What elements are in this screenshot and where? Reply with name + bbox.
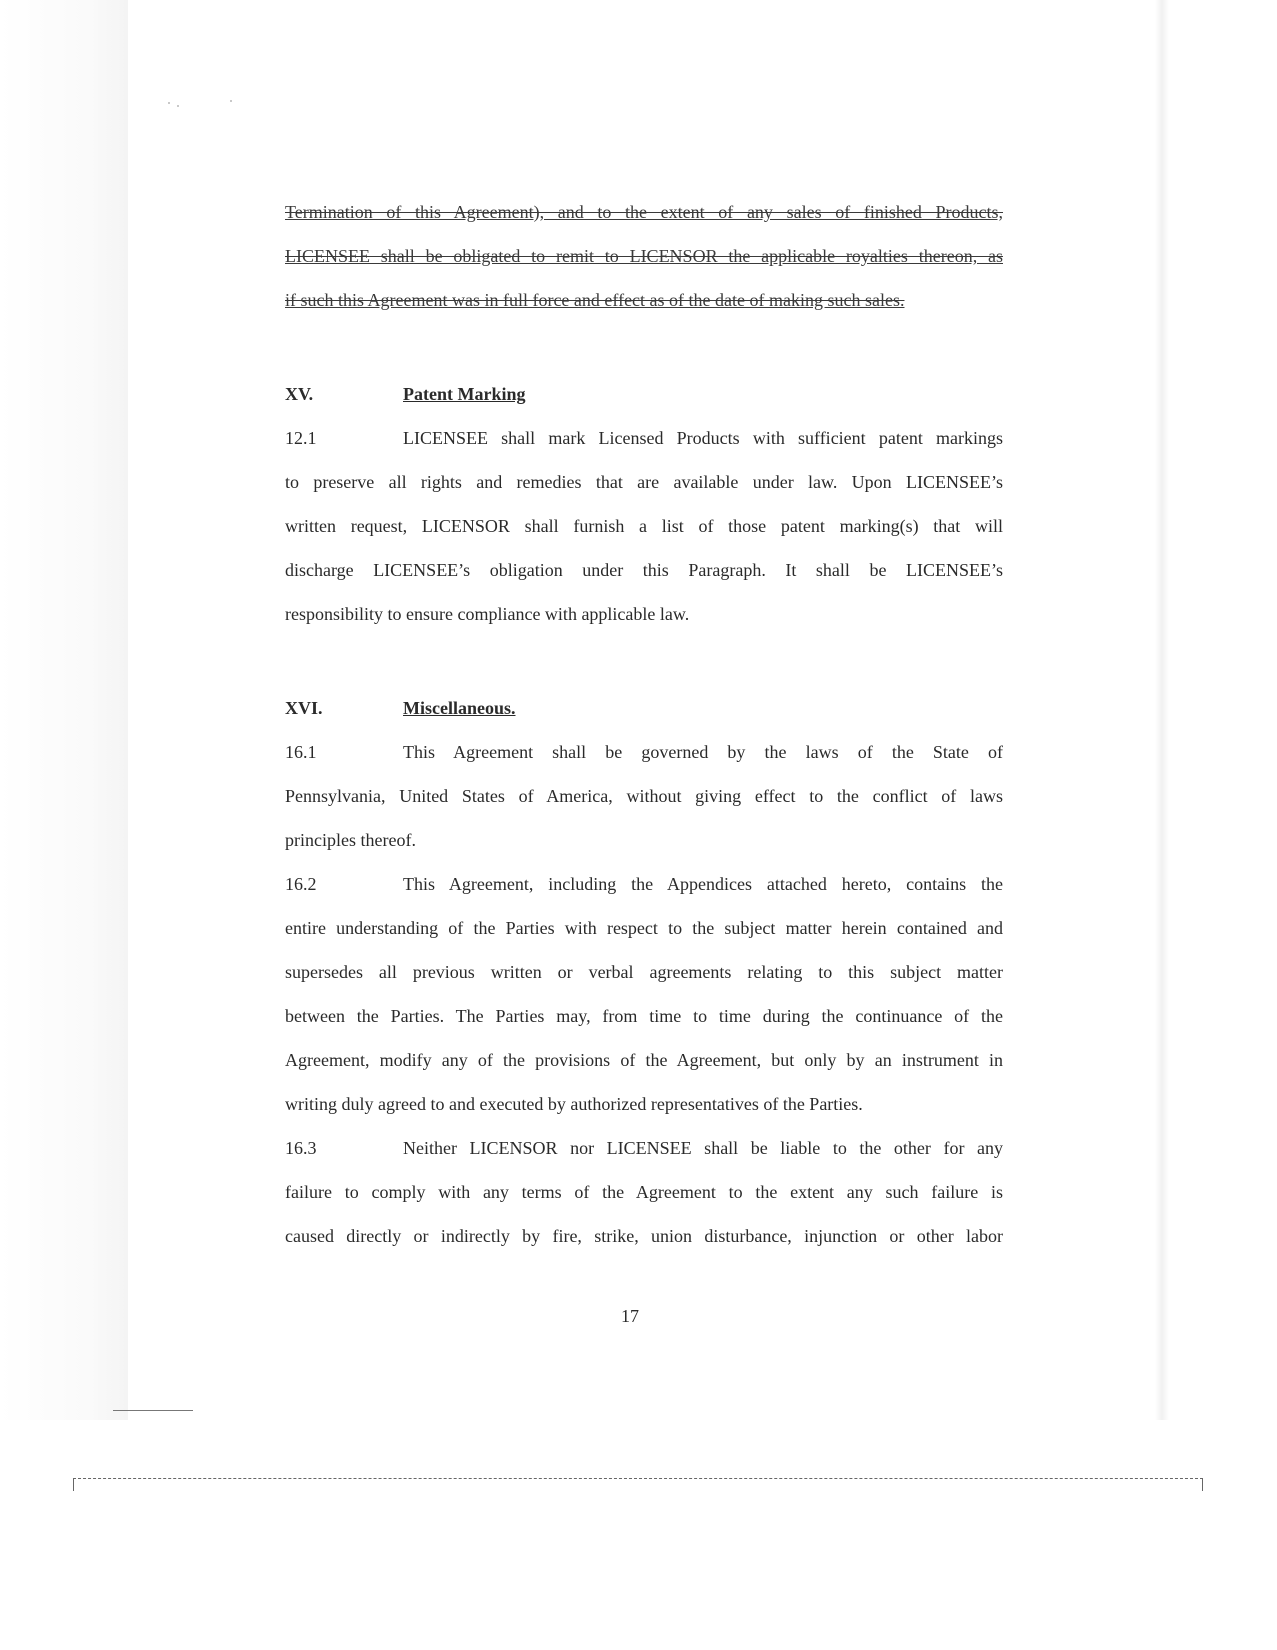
section-title: Patent Marking [403, 384, 526, 404]
struck-line: Termination of this Agreement), and to the extent of any sales of finished Products, [285, 202, 1003, 222]
clause-text-line: Agreement, modify any of the provisions of the Agreement, but only by an instrument in [285, 1050, 1003, 1070]
struck-line: LICENSEE shall be obligated to remit to LICENSOR the applicable royalties thereon, as [285, 246, 1003, 266]
clause-text-line: writing duly agreed to and executed by authorized representatives of the Parties. [285, 1094, 863, 1114]
bottom-rule [73, 1478, 1203, 1491]
clause-16-2 [285, 862, 1003, 1126]
clause-text-line: to preserve all rights and remedies that are available under law. Upon LICENSEE’s [285, 472, 1003, 492]
clause-number: 16.3 [285, 1138, 317, 1158]
clause-16-1 [285, 730, 1003, 862]
clause-text-line: supersedes all previous written or verbal agreements relating to this subject matter [285, 962, 1003, 982]
clause-text-line: discharge LICENSEE’s obligation under this Paragraph. It shall be LICENSEE’s [285, 560, 1003, 580]
section-heading-xvi [285, 686, 1003, 730]
clause-text-line: responsibility to ensure compliance with applicable law. [285, 604, 690, 624]
clause-text-line: failure to comply with any terms of the Agreement to the extent any such failure is [285, 1182, 1003, 1202]
clause-first-line [285, 862, 1003, 906]
section-heading-xv [285, 372, 1003, 416]
document-body [285, 190, 1003, 1258]
clause-text-line: entire understanding of the Parties with respect to the subject matter herein contained and [285, 918, 1003, 938]
clause-first-line [285, 730, 1003, 774]
clause-text: Neither LICENSOR nor LICENSEE shall be liable to the other for any [403, 1138, 1003, 1158]
clause-text: LICENSEE shall mark Licensed Products with sufficient patent markings [403, 428, 1003, 448]
scan-shadow-left [0, 0, 128, 1420]
scan-specks [168, 100, 248, 110]
clause-text-line: Pennsylvania, United States of America, without giving effect to the conflict of laws [285, 786, 1003, 806]
scan-shadow-right [1155, 0, 1169, 1420]
struck-line: if such this Agreement was in full force and effect as of the date of making such sales. [285, 290, 905, 310]
clause-first-line [285, 416, 1003, 460]
clause-number: 16.2 [285, 874, 317, 894]
struck-paragraph [285, 190, 1003, 322]
clause-number: 12.1 [285, 428, 317, 448]
clause-text: This Agreement shall be governed by the laws of the State of [403, 742, 1003, 762]
clause-number: 16.1 [285, 742, 317, 762]
clause-text: This Agreement, including the Appendices attached hereto, contains the [403, 874, 1003, 894]
page-number: 17 [621, 1306, 639, 1326]
clause-12-1 [285, 416, 1003, 636]
clause-text-line: caused directly or indirectly by fire, strike, union disturbance, injunction or other labor [285, 1226, 1003, 1246]
section-number: XVI. [285, 698, 323, 718]
clause-text-line: between the Parties. The Parties may, from time to time during the continuance of the [285, 1006, 1003, 1026]
clause-text-line: written request, LICENSOR shall furnish a list of those patent marking(s) that will [285, 516, 1003, 536]
section-number: XV. [285, 384, 314, 404]
footer-mark [113, 1410, 193, 1411]
clause-16-3 [285, 1126, 1003, 1258]
section-title: Miscellaneous. [403, 698, 516, 718]
clause-first-line [285, 1126, 1003, 1170]
clause-text-line: principles thereof. [285, 830, 416, 850]
